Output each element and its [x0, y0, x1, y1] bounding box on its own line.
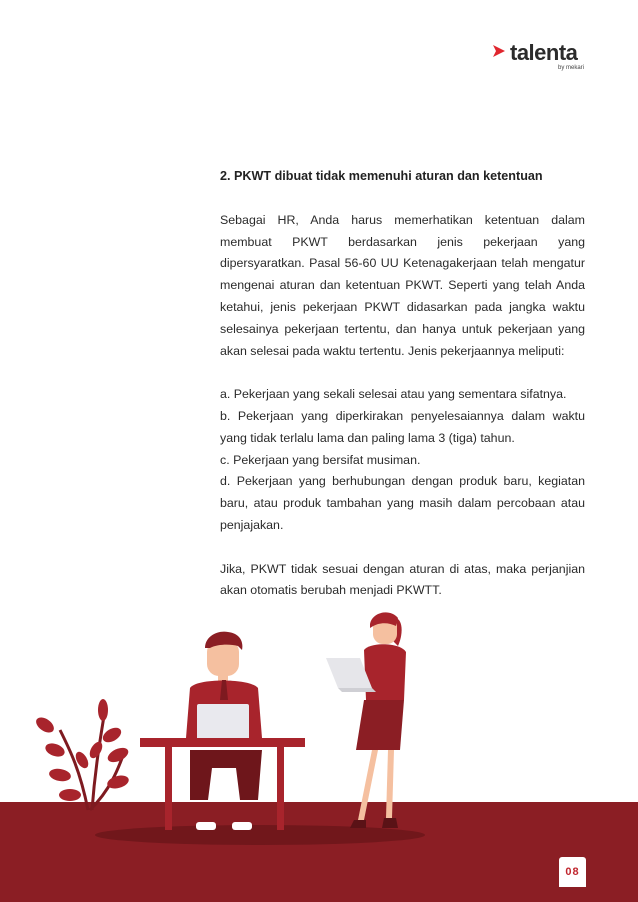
page-number: 08 [559, 857, 586, 887]
list-item: a. Pekerjaan yang sekali selesai atau yang sementara sifatnya. [220, 387, 567, 402]
list-item: d. Pekerjaan yang berhubungan dengan produk baru, kegiatan baru, atau produk tambahan yang masih dalam percobaan atau penjajakan. [220, 474, 585, 532]
list-item: b. Pekerjaan yang diperkirakan penyelesaiannya dalam waktu yang tidak terlalu lama dan paling lama 3 (tiga) tahun. [220, 408, 585, 445]
paragraph-intro: Sebagai HR, Anda harus memerhatikan ketentuan dalam membuat PKWT berdasarkan jenis pekerjaan yang dipersyaratkan. Pasal 56-60 UU Ketenagakerjaan telah mengatur mengenai aturan dan ketentuan PKWT. Seperti yang telah Anda ketahui, jenis pekerjaan PKWT didasarkan pada jangka waktu selesainya pekerjaan tertentu, dan hanya untuk pekerjaan yang akan selesai pada waktu tertentu. Jenis pekerjaannya meliputi: [220, 212, 585, 358]
list-item: c. Pekerjaan yang bersifat musiman. [220, 452, 421, 467]
office-illustration [0, 600, 638, 860]
talenta-logo [488, 40, 598, 74]
man-at-desk-illustration [186, 632, 262, 830]
section-heading: 2. PKWT dibuat tidak memenuhi aturan dan ketentuan [220, 169, 543, 183]
paragraph-conclusion: Jika, PKWT tidak sesuai dengan aturan di atas, maka perjanjian akan otomatis berubah menjadi PKWTT. [220, 561, 585, 598]
article-body [220, 166, 585, 602]
woman-with-laptop-illustration [326, 612, 406, 828]
logo-subtitle: by mekari [558, 65, 585, 71]
chevron-right-icon [492, 44, 506, 58]
logo-wordmark: talenta [510, 40, 578, 65]
plant-illustration [33, 699, 130, 810]
